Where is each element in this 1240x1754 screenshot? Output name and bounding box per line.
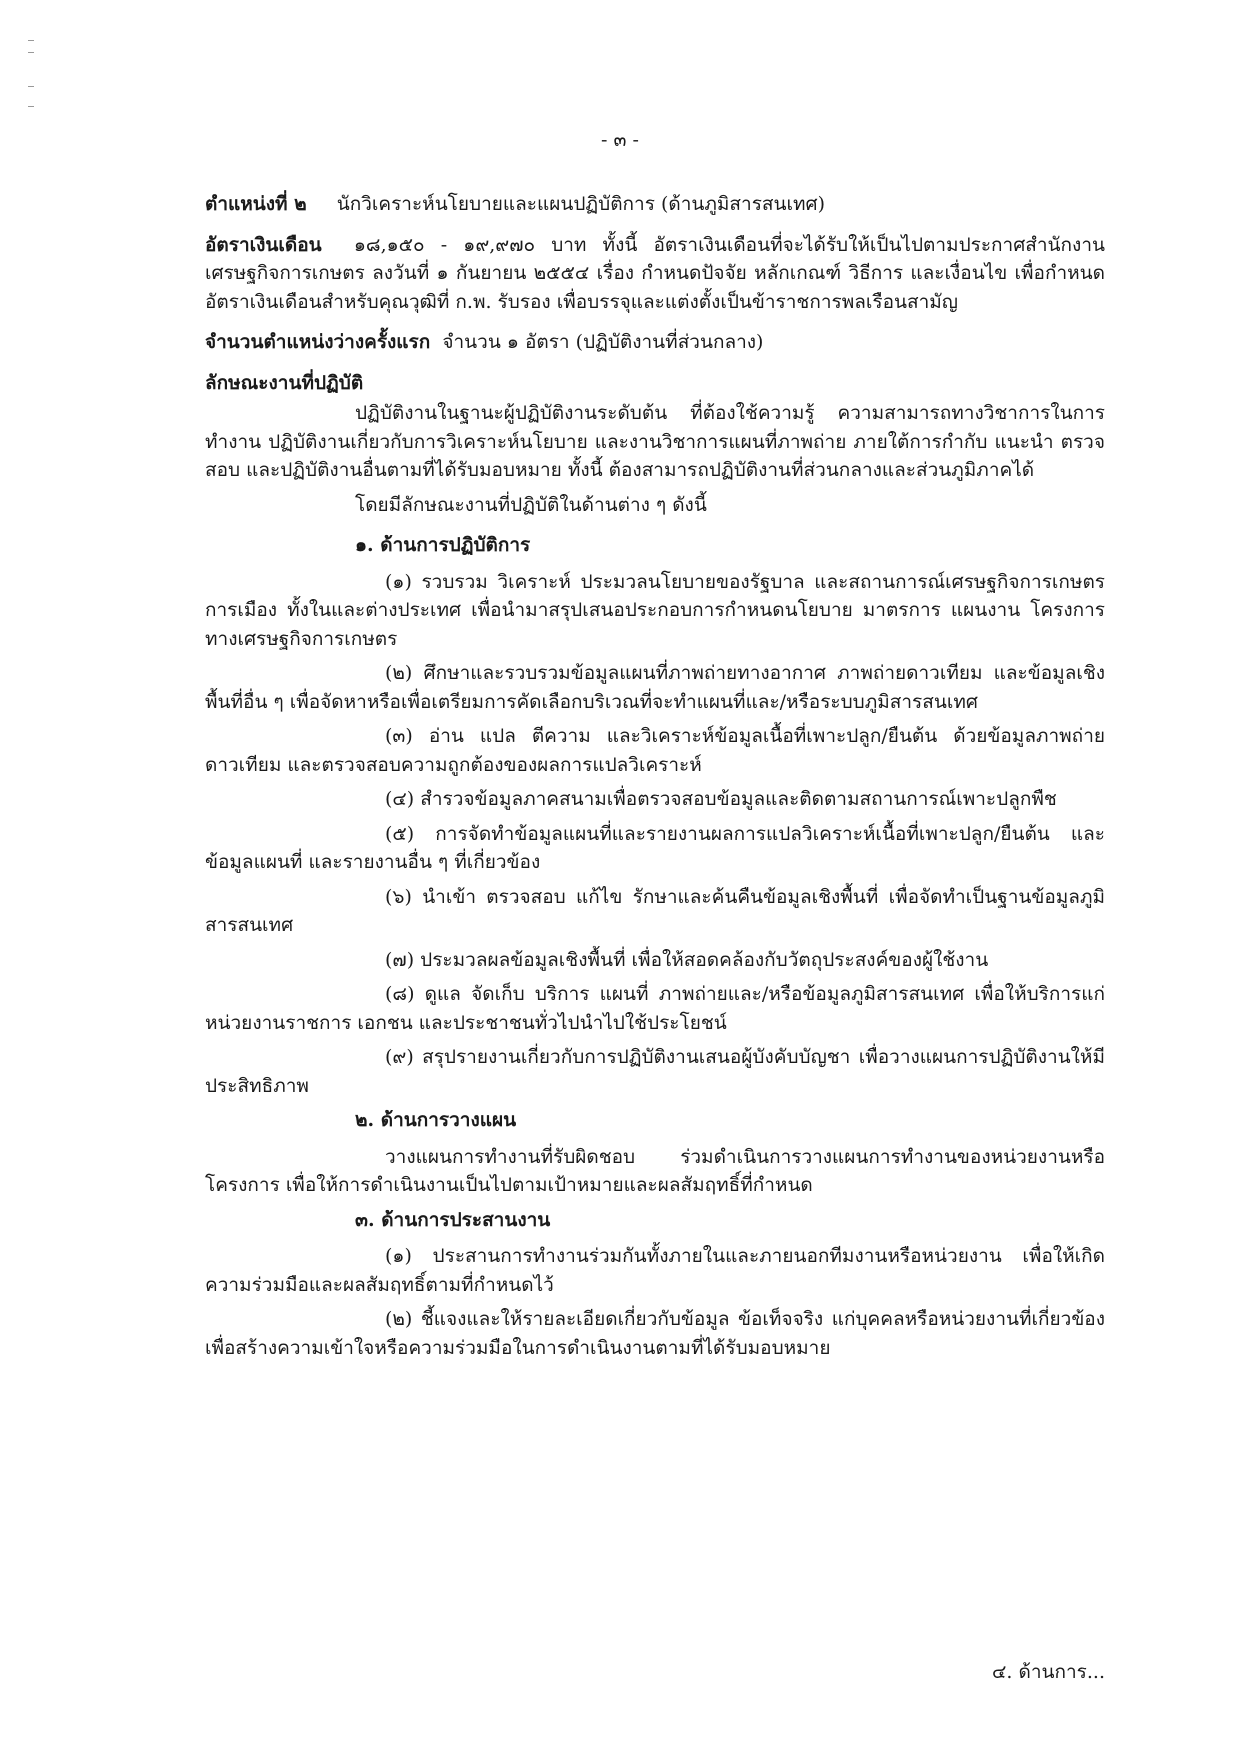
duty-item: วางแผนการทำงานที่รับผิดชอบ ร่วมดำเนินการวางแผนการทำงานของหน่วยงานหรือโครงการ เพื่อให้การดำเนินงานเป็นไปตามเป้าหมายและผลสัมฤทธิ์ที่กำหนด	[205, 1145, 1105, 1196]
duty-sections	[205, 531, 1105, 1362]
section-title: ๒. ด้านการวางแผน	[355, 1109, 517, 1131]
duties-intro: ปฏิบัติงานในฐานะผู้ปฏิบัติงานระดับต้น ที่ต้องใช้ความรู้ ความสามารถทางวิชาการในการทำงาน ปฏิบัติงานเกี่ยวกับการวิเคราะห์นโยบาย และงานวิชาการแผนที่ภาพถ่าย ภายใต้การกำกับ แนะนำ ตรวจสอบ และปฏิบัติงานอื่นตามที่ได้รับมอบหมาย ทั้งนี้ ต้องสามารถปฏิบัติงานที่ส่วนกลางและส่วนภูมิภาคได้	[205, 402, 1105, 481]
vacancy-text: จำนวน ๑ อัตรา (ปฏิบัติงานที่ส่วนกลาง)	[442, 331, 764, 353]
salary-label: อัตราเงินเดือน	[205, 233, 322, 256]
duty-item: (๑) รวบรวม วิเคราะห์ ประมวลนโยบายของรัฐบาล และสถานการณ์เศรษฐกิจการเกษตร การเมือง ทั้งในและต่างประเทศ เพื่อนำมาสรุปเสนอประกอบการกำหนดนโยบาย มาตรการ แผนงาน โครงการทางเศรษฐกิจการเกษตร	[205, 570, 1105, 650]
duty-item: (๕) การจัดทำข้อมูลแผนที่และรายงานผลการแปลวิเคราะห์เนื้อที่เพาะปลูก/ยืนต้น และข้อมูลแผนที่ และรายงานอื่น ๆ ที่เกี่ยวข้อง	[205, 822, 1105, 873]
salary-text: ๑๘,๑๕๐ - ๑๙,๙๗๐ บาท ทั้งนี้ อัตราเงินเดือนที่จะได้รับให้เป็นไปตามประกาศสำนักงานเศรษฐกิจการเกษตร ลงวันที่ ๑ กันยายน ๒๕๕๔ เรื่อง กำหนดปัจจัย หลักเกณฑ์ วิธีการ และเงื่อนไข เพื่อกำหนดอัตราเงินเดือนสำหรับคุณวุฒิที่ ก.พ. รับรอง เพื่อบรรจุและแต่งตั้งเป็นข้าราชการพลเรือนสามัญ	[205, 233, 1105, 313]
duty-item: (๗) ประมวลผลข้อมูลเชิงพื้นที่ เพื่อให้สอดคล้องกับวัตถุประสงค์ของผู้ใช้งาน	[385, 948, 989, 971]
scan-mark	[28, 86, 34, 87]
scan-mark	[28, 106, 34, 107]
duty-item: (๔) สำรวจข้อมูลภาคสนามเพื่อตรวจสอบข้อมูลและติดตามสถานการณ์เพาะปลูกพืช	[385, 788, 1057, 810]
page-number: - ๓ -	[601, 129, 639, 151]
position-label: ตำแหน่งที่ ๒	[205, 193, 307, 215]
position-title: นักวิเคราะห์นโยบายและแผนปฏิบัติการ (ด้านภูมิสารสนเทศ)	[336, 193, 825, 215]
salary-paragraph	[205, 231, 1105, 317]
section-title: ๓. ด้านการประสานงาน	[355, 1208, 551, 1231]
duty-item: (๒) ชี้แจงและให้รายละเอียดเกี่ยวกับข้อมูล ข้อเท็จจริง แก่บุคคลหรือหน่วยงานที่เกี่ยวข้อง เพื่อสร้างความเข้าใจหรือความร่วมมือในการดำเนินงานตามที่ได้รับมอบหมาย	[205, 1308, 1105, 1359]
scan-mark	[28, 52, 34, 53]
duties-lead: โดยมีลักษณะงานที่ปฏิบัติในด้านต่าง ๆ ดังนี้	[355, 493, 707, 516]
vacancy-label: จำนวนตำแหน่งว่างครั้งแรก	[205, 331, 431, 353]
scan-mark	[28, 40, 34, 41]
duty-item: (๘) ดูแล จัดเก็บ บริการ แผนที่ ภาพถ่ายและ/หรือข้อมูลภูมิสารสนเทศ เพื่อให้บริการแก่หน่วยงานราชการ เอกชน และประชาชนทั่วไปนำไปใช้ประโยชน์	[205, 983, 1105, 1034]
duty-item: (๙) สรุปรายงานเกี่ยวกับการปฏิบัติงานเสนอผู้บังคับบัญชา เพื่อวางแผนการปฏิบัติงานให้มีประสิทธิภาพ	[205, 1046, 1105, 1097]
duty-item: (๑) ประสานการทำงานร่วมกันทั้งภายในและภายนอกทีมงานหรือหน่วยงาน เพื่อให้เกิดความร่วมมือและผลสัมฤทธิ์ตามที่กำหนดไว้	[205, 1245, 1105, 1296]
section-title: ๑. ด้านการปฏิบัติการ	[355, 534, 531, 556]
vacancy-line	[205, 328, 1105, 357]
position-line	[205, 190, 1105, 219]
duties-heading	[205, 369, 1105, 398]
duty-item: (๓) อ่าน แปล ตีความ และวิเคราะห์ข้อมูลเนื้อที่เพาะปลูก/ยืนต้น ด้วยข้อมูลภาพถ่ายดาวเทียม และตรวจสอบความถูกต้องของผลการแปลวิเคราะห์	[205, 725, 1105, 776]
document-body	[205, 190, 1105, 1368]
duties-heading-text: ลักษณะงานที่ปฏิบัติ	[205, 371, 364, 394]
continuation-note: ๔. ด้านการ...	[992, 1661, 1105, 1683]
duty-item: (๒) ศึกษาและรวบรวมข้อมูลแผนที่ภาพถ่ายทางอากาศ ภาพถ่ายดาวเทียม และข้อมูลเชิงพื้นที่อื่น ๆ เพื่อจัดหาหรือเพื่อเตรียมการคัดเลือกบริเวณที่จะทำแผนที่และ/หรือระบบภูมิสารสนเทศ	[205, 662, 1105, 713]
duty-item: (๖) นำเข้า ตรวจสอบ แก้ไข รักษาและค้นคืนข้อมูลเชิงพื้นที่ เพื่อจัดทำเป็นฐานข้อมูลภูมิสารสนเทศ	[205, 885, 1105, 936]
